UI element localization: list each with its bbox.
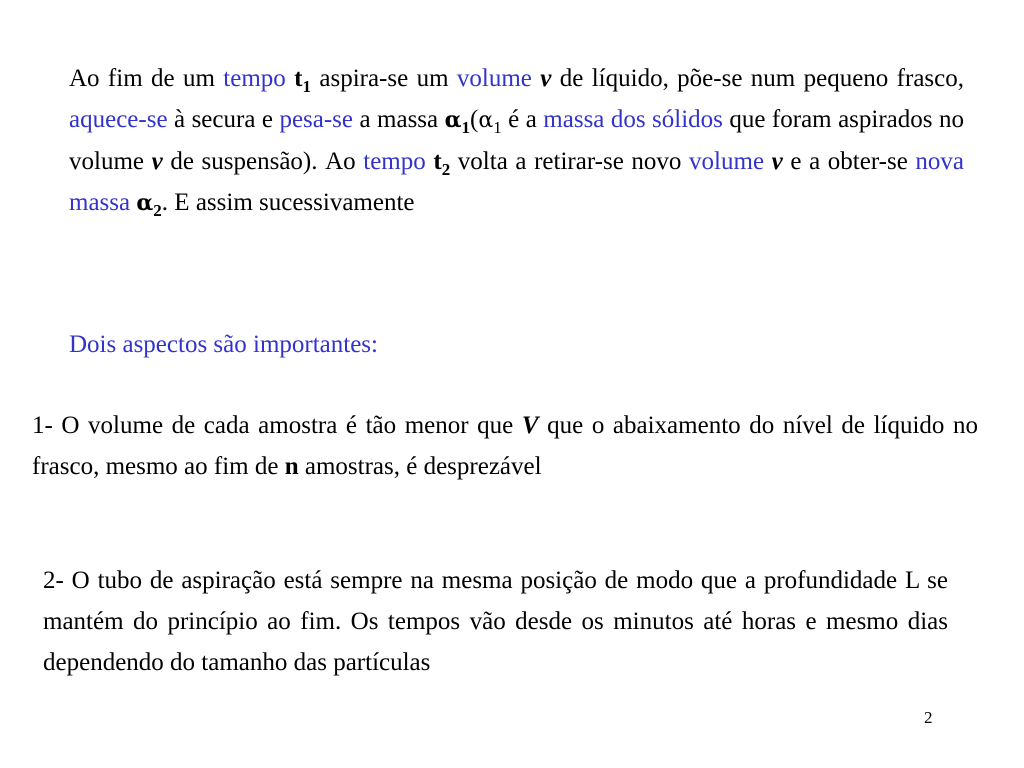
symbol-alpha1: $\alpha_1$ [444,107,471,137]
term-nova-massa: nova massa [69,148,965,216]
term-volume: volume [456,65,532,92]
list-item-2: 2- O tubo de aspiração está sempre na mesma posição de modo que a profundidade L se mantém do princípio ao fim. Os tempos vão desde os minutos até horas e mesmo dias dependendo do tamanho das partículas [43,567,948,676]
term-aquece-se: aquece-se [69,106,168,133]
symbol-alpha1-plain: $\alpha_1$ [478,108,502,137]
term-tempo-2: tempo [363,148,426,175]
term-tempo: tempo [223,65,286,92]
symbol-n: n [284,453,299,480]
term-pesa-se: pesa-se [279,106,354,133]
symbol-t2: $t_2$ [433,148,451,179]
term-massa-dos-solidos: massa dos sólidos [543,106,723,133]
symbol-v: v [540,65,552,92]
symbol-V: V [521,412,539,439]
page-number: 2 [924,708,933,727]
symbol-alpha2: $\alpha_2$ [136,190,162,220]
term-volume-2: volume [689,148,765,175]
list-item-1: 1- O volume de cada amostra é tão menor que V que o abaixamento do nível de líquido no frasco, mesmo ao fim de n amostras, é desprezável [32,412,978,480]
symbol-v-3: v [771,148,783,175]
symbol-t1: $t_1$ [294,65,311,96]
section-heading: Dois aspectos são importantes: [69,331,378,358]
intro-paragraph: Ao fim de um tempo $t_1$ aspira-se um volume v de líquido, põe-se num pequeno frasco, aquece-se à secura e pesa-se a massa $\alpha_1(\alpha_1$ é a massa dos sólidos que foram aspirados no volume v de suspensão). Ao tempo $t_2$ volta a retirar-se novo volume v e a obter-se nova massa $\alpha_2$. E assim sucessivamente [69,65,965,220]
symbol-v-2: v [151,148,163,175]
